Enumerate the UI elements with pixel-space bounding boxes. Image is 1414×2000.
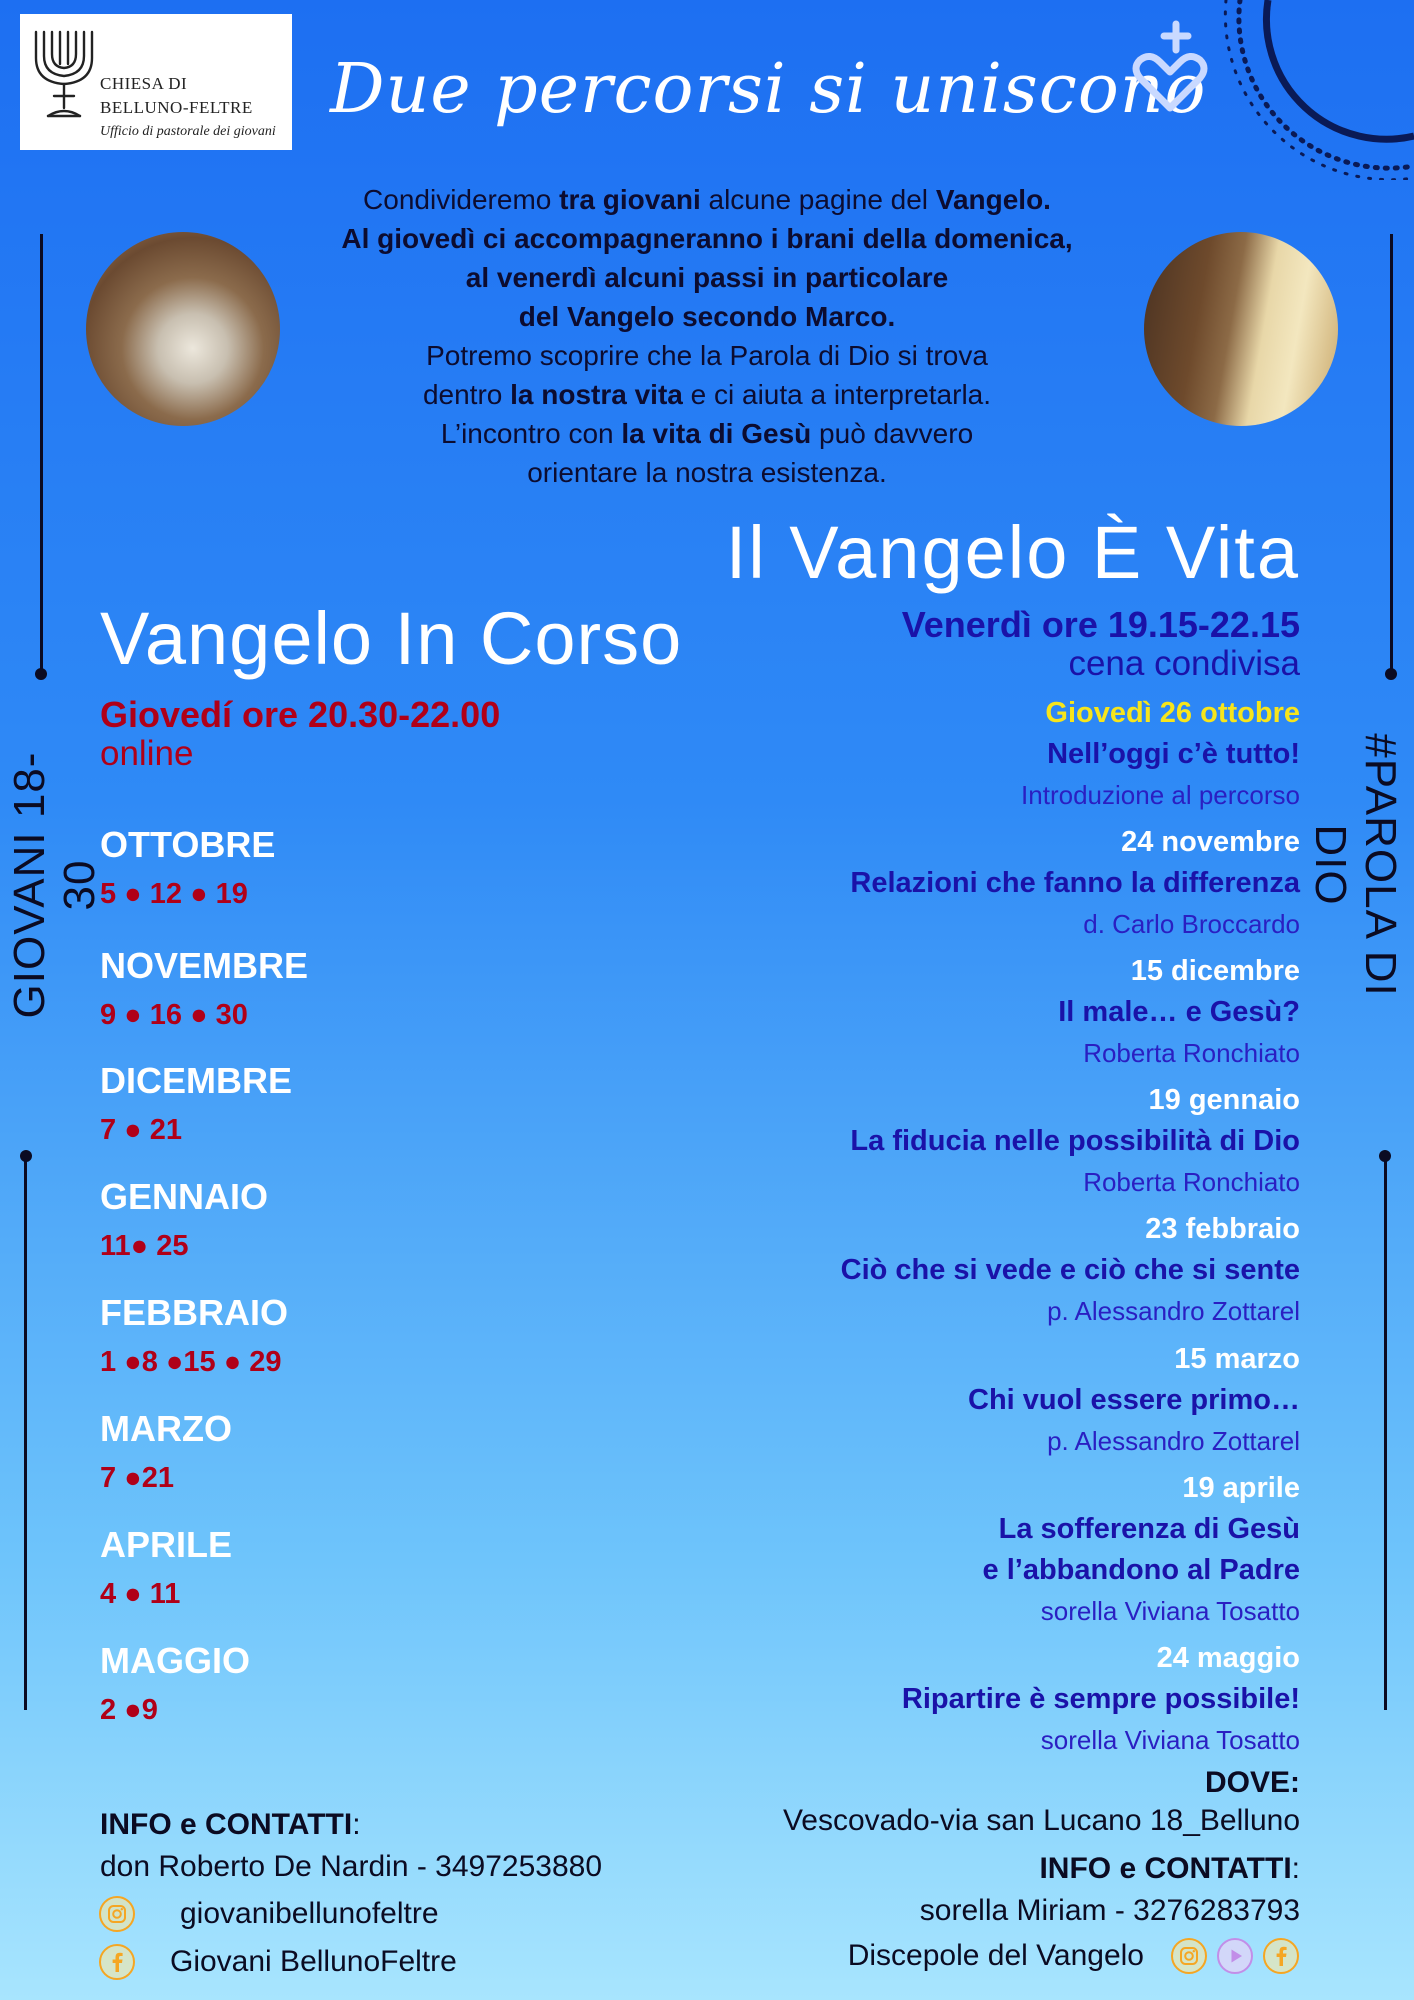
logo-line-3: Ufficio di pastorale dei giovani <box>100 124 276 139</box>
right-mode: cena condivisa <box>1068 644 1300 683</box>
right-social-row <box>848 1934 1300 1978</box>
bible-photo <box>86 232 280 426</box>
youtube-icon[interactable] <box>1216 1937 1254 1975</box>
heart-cross-icon <box>1130 20 1210 120</box>
facebook-page[interactable]: Giovani BellunoFeltre <box>170 1945 457 1978</box>
event-title: Il male… e Gesù? <box>1058 996 1300 1028</box>
event-title-line-2: e l’abbandono al Padre <box>982 1554 1300 1586</box>
event-title: Nell’oggi c’è tutto! <box>1047 738 1300 770</box>
month-days: 7 ● 21 <box>100 1114 183 1146</box>
month-days: 9 ● 16 ● 30 <box>100 999 248 1031</box>
intro-bold: la vita di Gesù <box>621 418 812 449</box>
decorative-arc <box>1220 0 1414 180</box>
intro-text: e ci aiuta a interpretarla. <box>682 379 992 410</box>
event-title: La fiducia nelle possibilità di Dio <box>850 1125 1300 1157</box>
event-speaker: Roberta Ronchiato <box>1083 1038 1300 1068</box>
left-contact: don Roberto De Nardin - 3497253880 <box>100 1850 603 1883</box>
event-speaker: Roberta Ronchiato <box>1083 1167 1300 1197</box>
social-account-name[interactable]: Discepole del Vangelo <box>847 1939 1144 1972</box>
month-name: GENNAIO <box>100 1176 269 1217</box>
vertical-label-parola: #PAROLA DI DIO <box>1306 733 1405 997</box>
intro-line: orientare la nostra esistenza. <box>527 457 887 488</box>
event-speaker: sorella Viviana Tosatto <box>1040 1725 1300 1755</box>
intro-text: dentro <box>422 379 511 410</box>
left-facebook-row[interactable] <box>98 1940 457 1984</box>
intro-paragraph <box>200 180 1214 492</box>
event-speaker: p. Alessandro Zottarel <box>1047 1296 1300 1326</box>
event-date: 15 dicembre <box>1130 955 1300 987</box>
month-name: APRILE <box>100 1524 233 1565</box>
left-side-dot-top <box>35 668 47 680</box>
event-speaker: sorella Viviana Tosatto <box>1040 1596 1300 1626</box>
right-side-line-bottom <box>1384 1156 1387 1710</box>
right-schedule: Venerdì ore 19.15-22.15 <box>901 604 1300 645</box>
intro-line: Potremo scoprire che la Parola di Dio si trova <box>426 340 988 371</box>
left-side-dot-bottom <box>20 1150 32 1162</box>
event-date: 24 novembre <box>1121 826 1300 858</box>
intro-bold-line: al venerdì alcuni passi in particolare <box>465 262 949 293</box>
intro-text: Condivideremo <box>363 184 560 215</box>
left-section-title: Vangelo In Corso <box>100 597 683 680</box>
left-info-colon: : <box>352 1808 361 1841</box>
right-info-colon: : <box>1291 1852 1300 1885</box>
left-info-label: INFO e CONTATTI <box>100 1808 353 1841</box>
left-mode: online <box>100 734 194 773</box>
event-title: Relazioni che fanno la differenza <box>850 867 1300 899</box>
location-address: Vescovado-via san Lucano 18_Belluno <box>782 1804 1300 1837</box>
right-info-heading <box>1039 1852 1300 1886</box>
month-name: OTTOBRE <box>100 824 276 865</box>
location-heading: DOVE: <box>1204 1766 1300 1799</box>
logo-line-1: CHIESA DI <box>100 74 188 93</box>
right-contact: sorella Miriam - 3276283793 <box>919 1894 1300 1927</box>
event-date: 23 febbraio <box>1145 1213 1300 1245</box>
event-title: Ripartire è sempre possibile! <box>901 1683 1300 1715</box>
month-days: 5 ● 12 ● 19 <box>100 878 248 910</box>
month-days: 11● 25 <box>100 1230 189 1262</box>
intro-bold: Vangelo. <box>935 184 1051 215</box>
event-date: 15 marzo <box>1174 1343 1300 1375</box>
instagram-icon[interactable] <box>98 1895 136 1933</box>
left-info-heading <box>100 1808 361 1842</box>
intro-text: L’incontro con <box>440 418 622 449</box>
script-title: Due percorsi si uniscono <box>330 50 1207 129</box>
intro-bold-line: del Vangelo secondo Marco. <box>518 301 896 332</box>
event-date: Giovedì 26 ottobre <box>1045 697 1300 729</box>
month-days: 2 ●9 <box>100 1694 158 1726</box>
month-days: 4 ● 11 <box>100 1578 181 1610</box>
month-days: 7 ●21 <box>100 1462 174 1494</box>
vertical-label-giovani: GIOVANI 18-30 <box>5 751 104 1019</box>
event-date: 19 gennaio <box>1148 1084 1300 1116</box>
event-date: 19 aprile <box>1182 1472 1300 1504</box>
facebook-icon[interactable] <box>98 1943 136 1981</box>
library-photo <box>1144 232 1338 426</box>
month-name: MARZO <box>100 1408 232 1449</box>
instagram-icon[interactable] <box>1170 1937 1208 1975</box>
month-name: DICEMBRE <box>100 1060 293 1101</box>
month-days: 1 ●8 ●15 ● 29 <box>100 1346 282 1378</box>
left-schedule: Giovedí ore 20.30-22.00 <box>100 694 501 735</box>
diocese-logo <box>20 14 292 150</box>
event-title: Chi vuol essere primo… <box>968 1384 1300 1416</box>
logo-line-2: BELLUNO-FELTRE <box>100 98 253 117</box>
right-side-dot-bottom <box>1379 1150 1391 1162</box>
event-speaker: p. Alessandro Zottarel <box>1047 1426 1300 1456</box>
right-side-line-top <box>1390 234 1393 674</box>
month-name: NOVEMBRE <box>100 945 309 986</box>
intro-bold: tra giovani <box>559 184 701 215</box>
month-name: FEBBRAIO <box>100 1292 288 1333</box>
right-section-title: Il Vangelo È Vita <box>725 511 1300 594</box>
month-name: MAGGIO <box>100 1640 250 1681</box>
event-date: 24 maggio <box>1156 1642 1300 1674</box>
right-side-dot-top <box>1385 668 1397 680</box>
left-side-line-bottom <box>24 1156 27 1710</box>
intro-text: può davvero <box>811 418 974 449</box>
intro-text: alcune pagine del <box>700 184 936 215</box>
event-speaker: d. Carlo Broccardo <box>1083 909 1300 939</box>
instagram-handle[interactable]: giovanibellunofeltre <box>180 1897 439 1930</box>
right-info-label: INFO e CONTATTI <box>1039 1852 1292 1885</box>
left-side-line-top <box>40 234 43 674</box>
event-title: La sofferenza di Gesù <box>998 1513 1300 1545</box>
event-title: Ciò che si vede e ciò che si sente <box>840 1254 1300 1286</box>
left-instagram-row[interactable] <box>98 1892 439 1936</box>
intro-bold: la nostra vita <box>510 379 683 410</box>
facebook-icon[interactable] <box>1262 1937 1300 1975</box>
chalice-logo-icon <box>30 24 98 128</box>
intro-bold-line: Al giovedì ci accompagneranno i brani della domenica, <box>341 223 1073 254</box>
event-speaker: Introduzione al percorso <box>1021 780 1300 810</box>
